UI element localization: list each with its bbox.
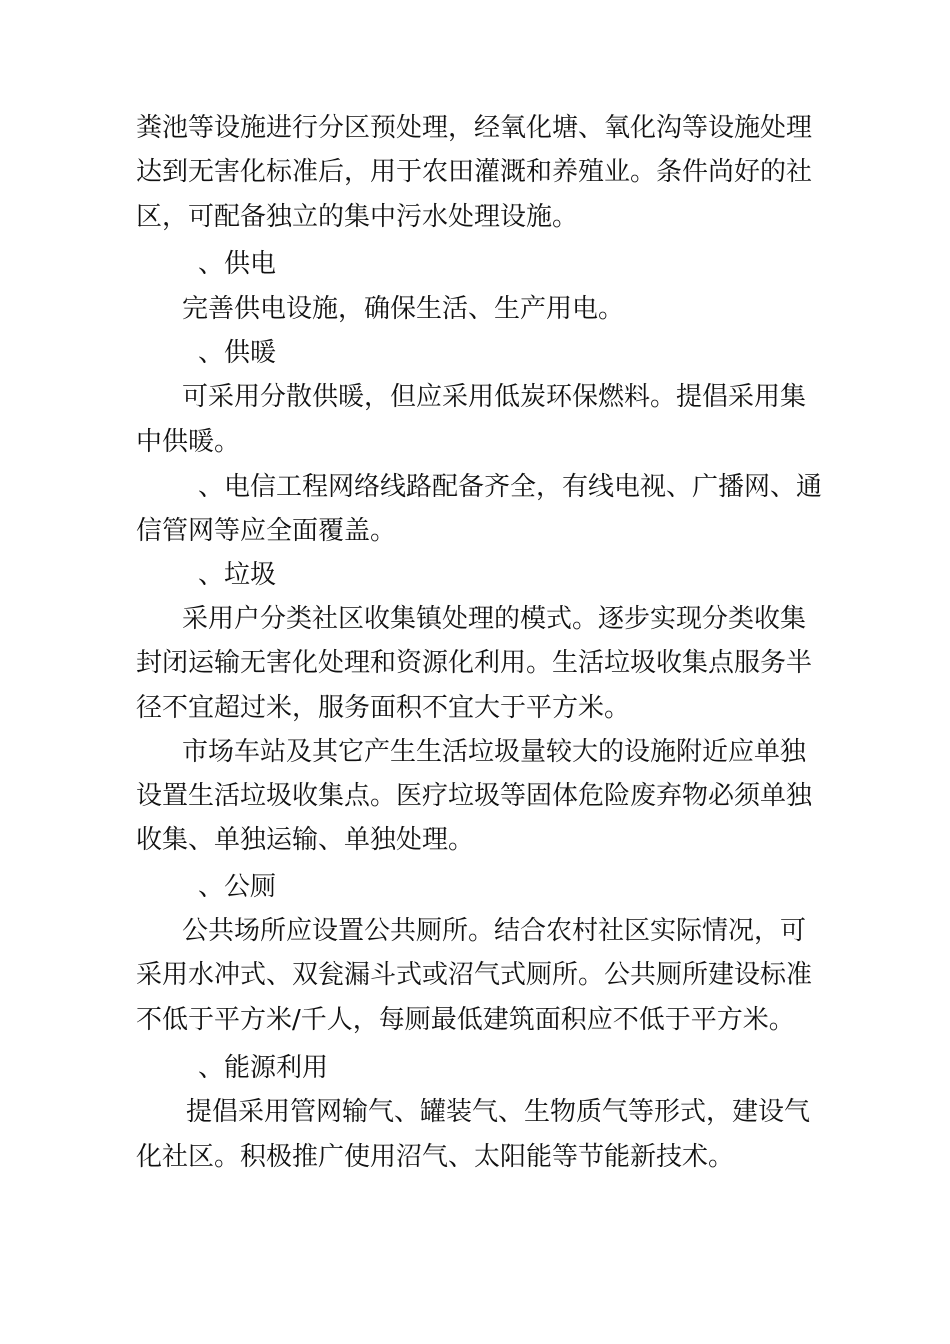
body-text-line: 径不宜超过米，服务面积不宜大于平方米。	[136, 693, 631, 723]
body-text-line: 设置生活垃圾收集点。医疗垃圾等固体危险废弃物必须单独	[136, 781, 813, 811]
body-text-line: 达到无害化标准后，用于农田灌溉和养殖业。条件尚好的社	[136, 157, 813, 187]
body-text-line: 封闭运输无害化处理和资源化利用。生活垃圾收集点服务半	[136, 648, 813, 678]
section-heading-power: 、供电	[198, 249, 277, 279]
body-text-line: 信管网等应全面覆盖。	[136, 516, 397, 546]
body-text-line: 区，可配备独立的集中污水处理设施。	[136, 202, 579, 232]
body-text-line: 采用水冲式、双瓮漏斗式或沼气式厕所。公共厕所建设标准	[136, 960, 813, 990]
body-text-line: 不低于平方米/千人，每厕最低建筑面积应不低于平方米。	[136, 1005, 795, 1035]
body-text-line: 中供暖。	[136, 427, 241, 457]
body-text-line: 完善供电设施，确保生活、生产用电。	[182, 294, 625, 324]
body-text-line: 化社区。积极推广使用沼气、太阳能等节能新技术。	[136, 1142, 735, 1172]
section-heading-toilet: 、公厕	[198, 872, 277, 902]
section-heading-heating: 、供暖	[198, 338, 277, 368]
body-text-line: 采用户分类社区收集镇处理的模式。逐步实现分类收集	[182, 604, 807, 634]
section-heading-energy: 、能源利用	[198, 1053, 329, 1083]
body-text-line: 收集、单独运输、单独处理。	[136, 825, 475, 855]
body-text-line: 提倡采用管网输气、罐装气、生物质气等形式，建设气	[186, 1097, 811, 1127]
body-text-line: 可采用分散供暖，但应采用低炭环保燃料。提倡采用集	[182, 382, 807, 412]
body-text-line: 市场车站及其它产生生活垃圾量较大的设施附近应单独	[182, 737, 807, 767]
body-text-line: 公共场所应设置公共厕所。结合农村社区实际情况，可	[182, 916, 807, 946]
section-heading-telecom: 、电信工程网络线路配备齐全，有线电视、广播网、通	[198, 472, 823, 502]
section-heading-garbage: 、垃圾	[198, 560, 277, 590]
body-text-line: 粪池等设施进行分区预处理，经氧化塘、氧化沟等设施处理	[136, 113, 813, 143]
